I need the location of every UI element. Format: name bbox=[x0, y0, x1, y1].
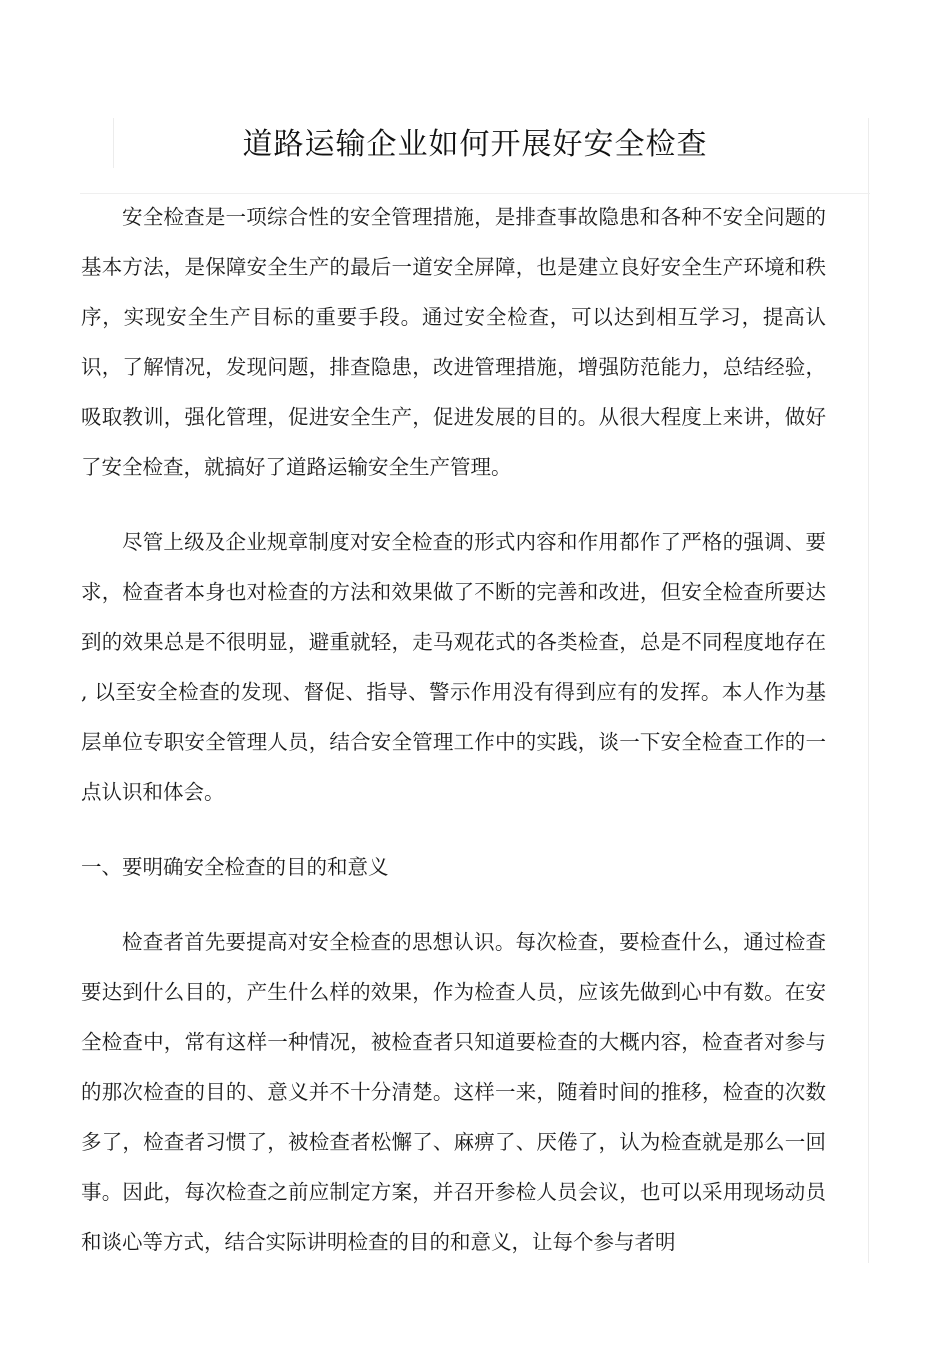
section-heading-1: 一、要明确安全检查的目的和意义 bbox=[81, 855, 389, 879]
paragraph-background: 尽管上级及企业规章制度对安全检查的形式内容和作用都作了严格的强调、要求，检查者本身也对检查的方法和效果做了不断的完善和改进，但安全检查所要达到的效果总是不很明显，避重就轻，走马观花式的各类检查，总是不同程度地存在 , 以至安全检查的发现、督促、指导、警示作用没有得到应有的发挥。本人作为基层单位专职安全管理人员，结合安全管理工作中的实践，谈一下安全检查工作的一点认识和体会。 bbox=[81, 530, 826, 804]
document-title: 道路运输企业如何开展好安全检查 bbox=[242, 127, 708, 162]
document-body bbox=[81, 192, 826, 1292]
section-1-paragraph: 检查者首先要提高对安全检查的思想认识。每次检查，要检查什么，通过检查要达到什么目的，产生什么样的效果，作为检查人员，应该先做到心中有数。在安全检查中，常有这样一种情况，被检查者只知道要检查的大概内容，检查者对参与的那次检查的目的、意义并不十分清楚。这样一来，随着时间的推移，检查的次数多了，检查者习惯了，被检查者松懈了、麻痹了、厌倦了，认为检查就是那么一回事。因此，每次检查之前应制定方案，并召开参检人员会议，也可以采用现场动员和谈心等方式，结合实际讲明检查的目的和意义，让每个参与者明 bbox=[81, 930, 826, 1254]
frame-line-right bbox=[868, 118, 869, 1263]
paragraph-intro: 安全检查是一项综合性的安全管理措施，是排查事故隐患和各种不安全问题的基本方法，是保障安全生产的最后一道安全屏障，也是建立良好安全生产环境和秩序，实现安全生产目标的重要手段。通过安全检查，可以达到相互学习，提高认识，了解情况，发现问题，排查隐患，改进管理措施，增强防范能力，总结经验，吸取教训，强化管理，促进安全生产，促进发展的目的。从很大程度上来讲，做好了安全检查，就搞好了道路运输安全生产管理。 bbox=[81, 205, 826, 479]
